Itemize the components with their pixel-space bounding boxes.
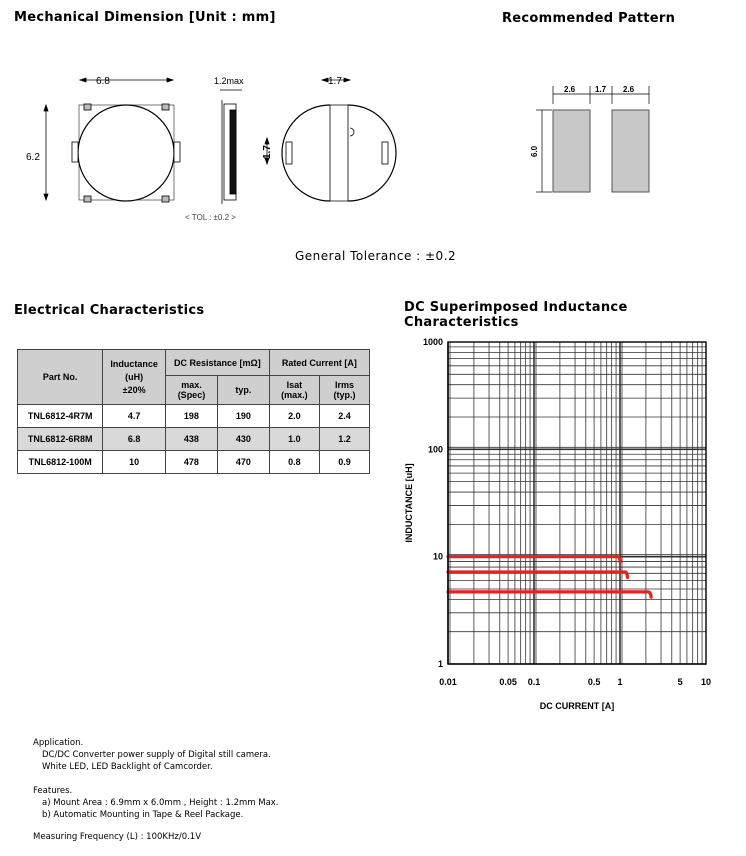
features-line-2: b) Automatic Mounting in Tape & Reel Package. [42, 810, 244, 820]
mechanical-dimension-heading: Mechanical Dimension [Unit : mm] [14, 10, 276, 25]
electrical-table [17, 349, 370, 474]
application-line-1: DC/DC Converter power supply of Digital still camera. [42, 750, 271, 760]
inductance-chart [400, 330, 740, 720]
x-tick-label: 10 [700, 677, 712, 687]
x-tick-label: 1 [617, 677, 623, 687]
th-inductance: Inductance (uH) ±20% [103, 350, 165, 405]
th-irms: Irms (typ.) [319, 376, 369, 405]
pattern-drawing [520, 82, 660, 200]
x-tick-label: 0.05 [499, 677, 517, 687]
pad-gap: 1.7 [595, 85, 607, 94]
y-tick-label: 1000 [422, 337, 443, 347]
th-max: max. (Spec) [165, 376, 217, 405]
electrical-characteristics-heading: Electrical Characteristics [14, 303, 205, 318]
dim-side-vertical-label: 1.7 [262, 145, 273, 159]
tolerance-label: < TOL : ±0.2 > [185, 213, 236, 222]
notes-block [33, 737, 279, 843]
y-tick-label: 100 [427, 444, 443, 455]
series-line-2 [448, 572, 627, 577]
y-tick-label: 10 [432, 551, 443, 562]
pad-right [612, 110, 649, 192]
x-tick-label: 0.5 [587, 677, 601, 687]
pad-width-2: 2.6 [623, 85, 635, 94]
th-typ: typ. [218, 376, 270, 405]
pad-height: 6.0 [530, 145, 539, 157]
x-axis-label: DC CURRENT [A] [539, 701, 615, 711]
dim-width-label: 6.8 [96, 76, 110, 87]
y-tick-label: 1 [437, 659, 443, 669]
pad-width-1: 2.6 [564, 85, 576, 94]
table-row: TNL6812-100M 10 478 470 0.8 0.9 [18, 451, 370, 474]
dc-superimposed-heading: DC Superimposed Inductance Characteristics [404, 300, 628, 330]
x-tick-label: 0.1 [527, 677, 541, 687]
application-title: Application. [33, 738, 84, 748]
dim-side-label: 1.7 [328, 76, 342, 87]
measuring-frequency: Measuring Frequency (L) : 100KHz/0.1V [33, 832, 202, 842]
table-row: TNL6812-6R8M 6.8 438 430 1.0 1.2 [18, 428, 370, 451]
top-view-body [78, 105, 174, 201]
th-isat: Isat (max.) [269, 376, 319, 405]
application-line-2: White LED, LED Backlight of Camcorder. [42, 762, 213, 772]
th-rated-current: Rated Current [A] [269, 350, 369, 376]
features-title: Features. [33, 786, 73, 796]
dim-height-label: 6.2 [26, 152, 40, 163]
recommended-pattern-heading: Recommended Pattern [502, 11, 676, 26]
features-line-1: a) Mount Area : 6.9mm x 6.0mm , Height : 1.2mm Max. [42, 798, 279, 808]
mechanical-drawing [0, 60, 480, 230]
y-axis-label: INDUCTANCE [uH] [404, 463, 414, 543]
x-tick-label: 5 [677, 677, 683, 687]
x-tick-label: 0.01 [439, 677, 457, 687]
pad-left [553, 110, 590, 192]
th-part: Part No. [18, 350, 103, 405]
table-row: TNL6812-4R7M 4.7 198 190 2.0 2.4 [18, 405, 370, 428]
th-dc-resistance: DC Resistance [mΩ] [165, 350, 269, 376]
general-tolerance: General Tolerance : ±0.2 [295, 249, 457, 263]
dim-thickness-label: 1.2max [214, 76, 244, 86]
